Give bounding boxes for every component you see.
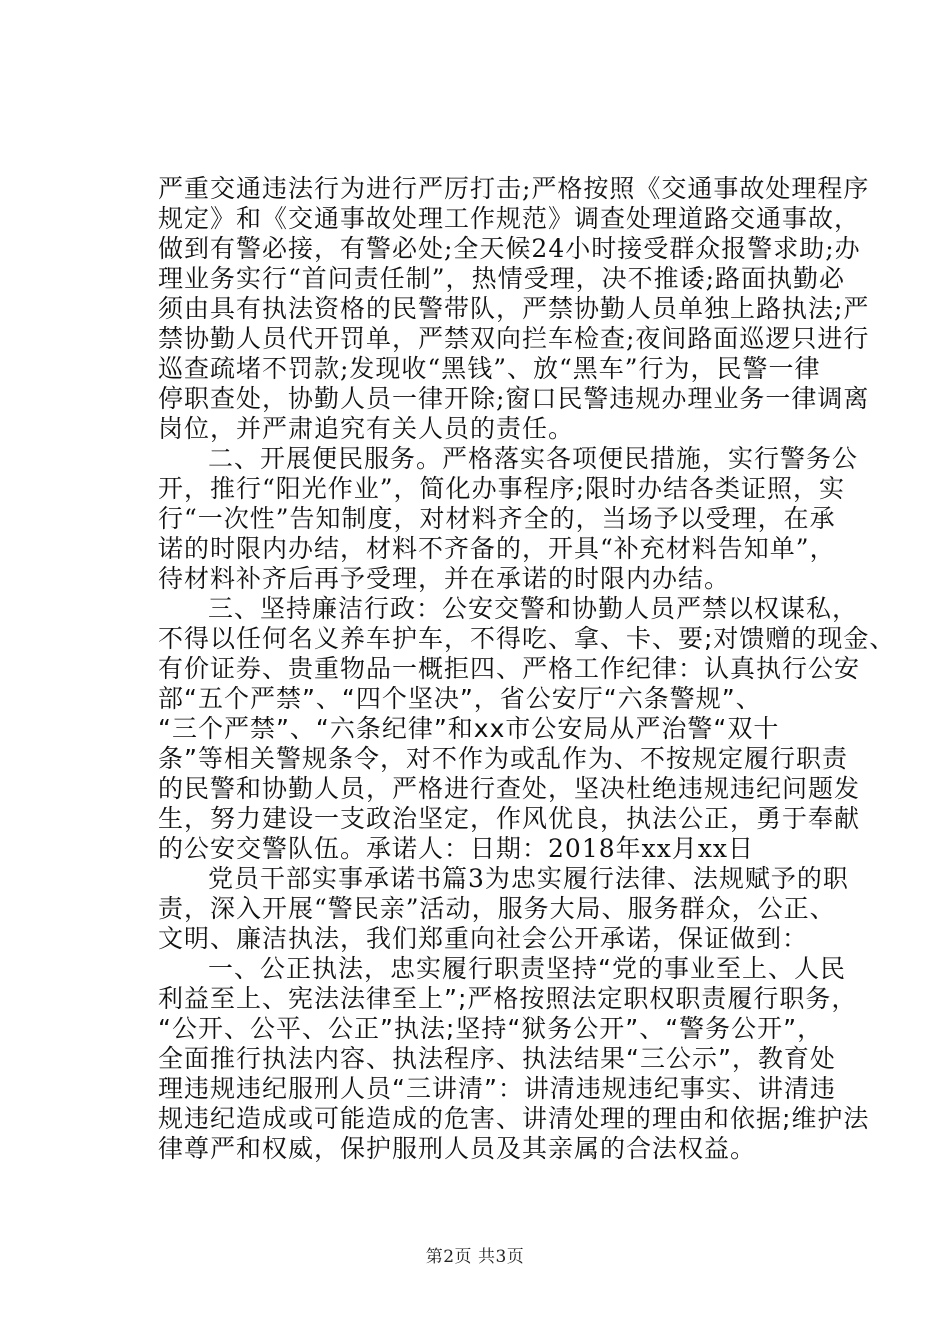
- text-line: 待材料补齐后再予受理，并在承诺的时限内办结。: [158, 564, 731, 593]
- text-line: 责，深入开展“警民亲”活动，服务大局、服务群众，公正、: [158, 894, 836, 923]
- text-line: 岗位，并严肃追究有关人员的责任。: [158, 414, 575, 443]
- text-line: 部“五个严禁”、“四个坚决”，省公安厅“六条警规”、: [158, 684, 762, 713]
- text-line: 禁协勤人员代开罚单，严禁双向拦车检查;夜间路面巡逻只进行: [158, 324, 870, 353]
- text-line: 全面推行执法内容、执法程序、执法结果“三公示”，教育处: [158, 1044, 836, 1073]
- text-line: 停职查处，协勤人员一律开除;窗口民警违规办理业务一律调离: [158, 384, 870, 413]
- document-body: [158, 174, 896, 1164]
- text-line: 行“一次性”告知制度，对材料齐全的，当场予以受理，在承: [158, 504, 836, 533]
- signature-line: [158, 834, 848, 864]
- text-line: 须由具有执法资格的民警带队，严禁协勤人员单独上路执法;严: [158, 294, 870, 323]
- section-heading: 二、开展便民服务。: [208, 444, 443, 473]
- text-line: “公开、公平、公正”执法;坚持“狱务公开”、“警务公开”，: [158, 1014, 824, 1043]
- text-line: 生，努力建设一支政治坚定，作风优良，执法公正，勇于奉献: [158, 804, 861, 833]
- text-line: 理业务实行“首问责任制”，热情受理，决不推诿;路面执勤必: [158, 264, 845, 293]
- text-line: 条”等相关警规条令，对不作为或乱作为、不按规定履行职责: [158, 744, 848, 773]
- signature-date: 承诺人：日期：2018年xx月xx日: [366, 834, 755, 863]
- text-line: 的民警和协勤人员，严格进行查处，坚决杜绝违规违纪问题发: [158, 774, 861, 803]
- text-line: 不得以任何名义养车护车，不得吃、拿、卡、要;对馈赠的现金、: [158, 624, 896, 653]
- text-line: 做到有警必接，有警必处;全天候24小时接受群众报警求助;办: [158, 234, 861, 263]
- text-line: 理违规违纪服刑人员“三讲清”：讲清违规违纪事实、讲清违: [158, 1074, 836, 1103]
- text-line: 有价证券、贵重物品一概拒四、严格工作纪律：认真执行公安: [158, 654, 861, 683]
- section-heading-line: [158, 444, 859, 474]
- text-line: 严重交通违法行为进行严厉打击;严格按照《交通事故处理程序: [158, 174, 870, 203]
- signature-lead: 的公安交警队伍。: [158, 834, 367, 863]
- text-line: 一、公正执法，忠实履行职责坚持“党的事业至上、人民: [208, 954, 846, 983]
- text-line: 巡查疏堵不罚款;发现收“黑钱”、放“黑车”行为，民警一律: [158, 354, 821, 383]
- text-line: 律尊严和权威，保护服刑人员及其亲属的合法权益。: [158, 1134, 757, 1163]
- text-line: 文明、廉洁执法，我们郑重向社会公开承诺，保证做到：: [158, 924, 809, 953]
- text-line: 开，推行“阳光作业”，简化办事程序;限时办结各类证照，实: [158, 474, 845, 503]
- text-line: 三、坚持廉洁行政：公安交警和协勤人员严禁以权谋私，: [208, 594, 859, 623]
- text-line: “三个严禁”、“六条纪律”和xx市公安局从严治警“双十: [158, 714, 780, 743]
- page-footer: [0, 1242, 950, 1267]
- text-line: 诺的时限内办结，材料不齐备的，开具“补充材料告知单”，: [158, 534, 836, 563]
- section-text: 严格落实各项便民措施，实行警务公: [442, 444, 859, 473]
- text-line: 规违纪造成或可能造成的危害、讲清处理的理由和依据;维护法: [158, 1104, 870, 1133]
- text-line: 规定》和《交通事故处理工作规范》调查处理道路交通事故，: [158, 204, 861, 233]
- page-number: 第2页 共3页: [425, 1247, 525, 1267]
- text-line: 利益至上、宪法法律至上”;严格按照法定职权职责履行职务，: [158, 984, 858, 1013]
- text-line: 党员干部实事承诺书篇3为忠实履行法律、法规赋予的职: [208, 864, 849, 893]
